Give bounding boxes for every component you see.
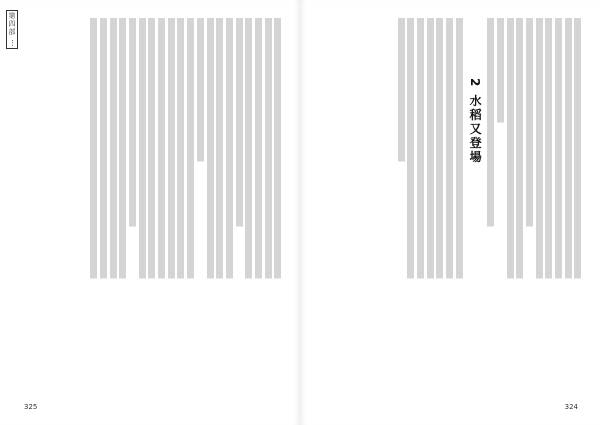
text-column	[507, 18, 514, 390]
text-column	[158, 18, 165, 390]
text-column	[436, 18, 443, 390]
text-column	[417, 18, 424, 390]
text-column	[100, 18, 107, 390]
text-column	[168, 18, 175, 390]
text-column	[245, 18, 252, 390]
text-column	[427, 18, 434, 390]
text-column	[274, 18, 281, 390]
text-column	[487, 18, 494, 316]
text-column	[565, 18, 572, 390]
right-page	[300, 0, 600, 425]
text-column	[456, 18, 463, 390]
text-column	[574, 18, 581, 390]
text-column	[148, 18, 155, 390]
left-page-body	[22, 18, 284, 390]
text-column	[119, 18, 126, 390]
text-column	[129, 18, 136, 316]
page-number-left: 325	[24, 403, 38, 411]
running-head-text: 第四部 ⋯	[8, 12, 16, 48]
text-column	[177, 18, 184, 390]
text-column	[536, 18, 543, 390]
text-column	[407, 18, 414, 390]
text-column	[90, 18, 97, 390]
text-column	[216, 18, 223, 390]
text-column	[398, 18, 405, 223]
text-column	[545, 18, 552, 390]
text-column	[446, 18, 453, 390]
text-column	[255, 18, 262, 390]
text-column	[265, 18, 272, 390]
text-column	[226, 18, 233, 390]
text-column	[110, 18, 117, 390]
text-column	[236, 18, 243, 316]
text-column	[207, 18, 214, 390]
right-page-body	[314, 18, 584, 390]
text-column	[197, 18, 204, 223]
section-heading: 2 水稻又登場	[468, 78, 483, 165]
text-column	[516, 18, 523, 390]
text-column	[555, 18, 562, 390]
running-head	[6, 10, 18, 49]
text-column	[497, 18, 504, 167]
text-column	[526, 18, 533, 316]
page-number-right: 324	[564, 403, 578, 411]
text-column	[187, 18, 194, 390]
text-column	[139, 18, 146, 390]
